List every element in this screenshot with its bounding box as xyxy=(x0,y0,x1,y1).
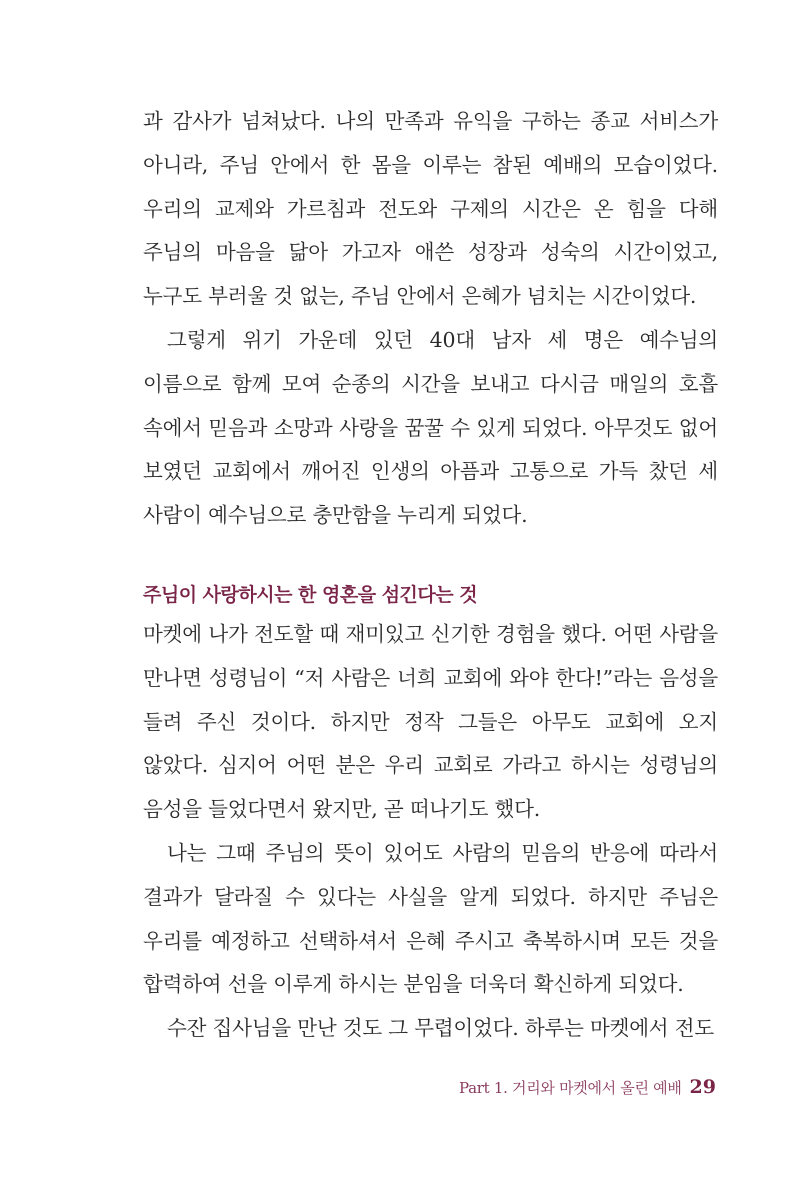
running-head: Part 1. 거리와 마켓에서 올린 예배 xyxy=(459,1079,682,1097)
body-paragraph: 마켓에 나가 전도할 때 재미있고 신기한 경험을 했다. 어떤 사람을 만나면 성령님이 “저 사람은 너희 교회에 와야 한다!”라는 음성을 들려 주신 것이다. 하지만 정작 그들은 아무도 교회에 오지 않았다. 심지어 어떤 분은 우리 교회로 가라고 하시는 성령님의 음성을 들었다면서 왔지만, 곧 떠나기도 했다. xyxy=(143,621,718,822)
section-heading: 주님이 사랑하시는 한 영혼을 섬긴다는 것 xyxy=(143,583,478,606)
body-paragraph: 과 감사가 넘쳐났다. 나의 만족과 유익을 구하는 종교 서비스가 아니라, 주님 안에서 한 몸을 이루는 참된 예배의 모습이었다. 우리의 교제와 가르침과 전도와 구제의 시간은 온 힘을 다해 주님의 마음을 닮아 가고자 애쓴 성장과 성숙의 시간이었고, 누구도 부러울 것 없는, 주님 안에서 은혜가 넘치는 시간이었다. xyxy=(143,109,718,309)
body-paragraph: 그렇게 위기 가운데 있던 40대 남자 세 명은 예수님의 이름으로 함께 모여 순종의 시간을 보내고 다시금 매일의 호흡 속에서 믿음과 소망과 사랑을 꿈꿀 수 있게 되었다. 아무것도 없어 보였던 교회에서 깨어진 인생의 아픔과 고통으로 가득 찼던 세 사람이 예수님으로 충만함을 누리게 되었다. xyxy=(143,327,718,528)
page-number: 29 xyxy=(689,1076,716,1098)
page-body xyxy=(143,100,718,1051)
page-footer xyxy=(459,1076,716,1106)
body-paragraph: 수잔 집사님을 만난 것도 그 무렵이었다. 하루는 마켓에서 전도 xyxy=(167,1016,714,1041)
body-paragraph: 나는 그때 주님의 뜻이 있어도 사람의 믿음의 반응에 따라서 결과가 달라질 수 있다는 사실을 알게 되었다. 하지만 주님은 우리를 예정하고 선택하셔서 은혜 주시고 축복하시며 모든 것을 합력하여 선을 이루게 하시는 분임을 더욱더 확신하게 되었다. xyxy=(143,840,718,997)
